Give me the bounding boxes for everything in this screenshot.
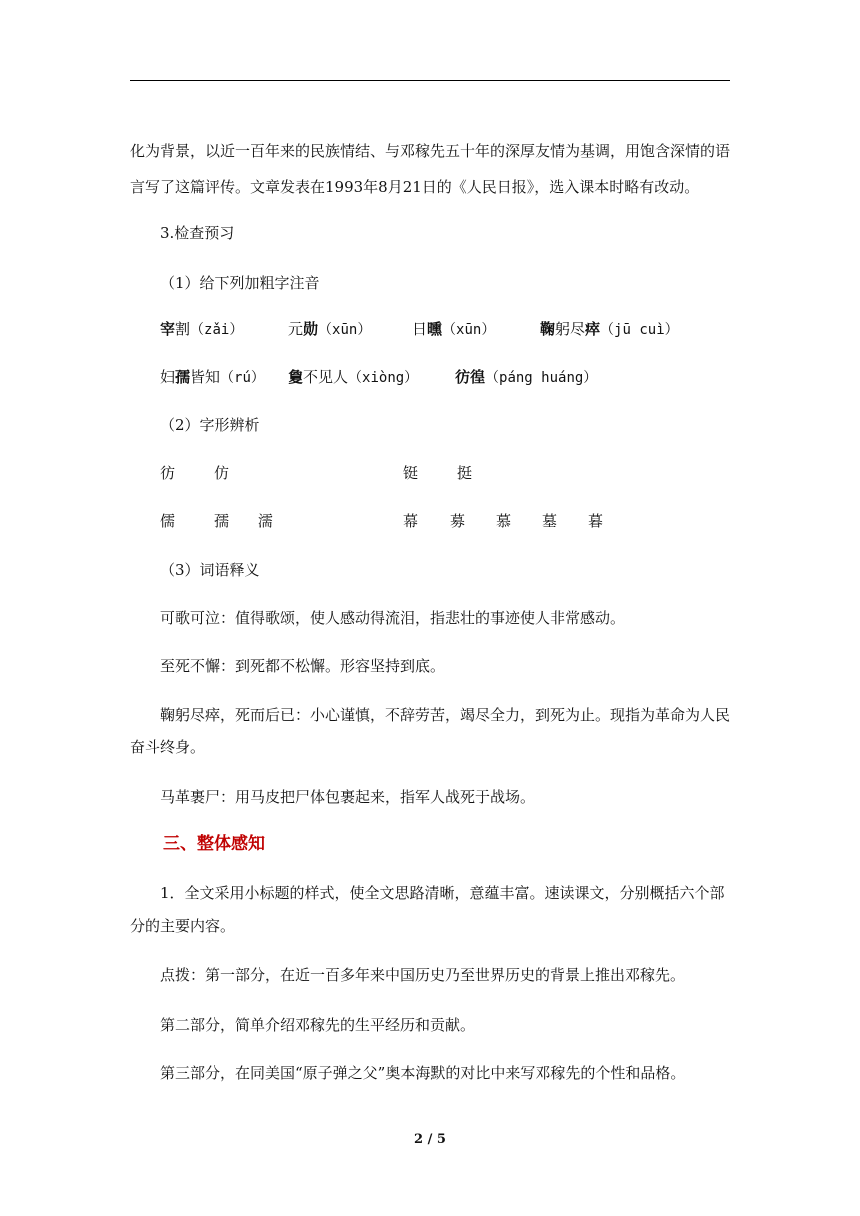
pinyin-item: 日曛（xūn） [412,320,496,338]
pinyin-item: 妇孺皆知（rú） [160,368,265,386]
hint-part-2: 第二部分，简单介绍邓稼先的生平经历和贡献。 [160,1016,476,1034]
definition-4: 马革裹尸：用马皮把尸体包裹起来，指军人战死于战场。 [160,788,536,806]
definition-3-line-2: 奋斗终身。 [130,738,206,756]
char-item: 慕 [496,512,512,530]
char-item: 彷 [160,464,176,482]
char-item: 孺 [214,512,230,530]
pinyin-item: 宰割（zǎi） [160,320,244,338]
hint-part-3: 第三部分，在同美国“原子弹之父”奥本海默的对比中来写邓稼先的个性和品格。 [160,1064,686,1082]
char-item: 挺 [457,464,473,482]
header-rule [130,80,730,81]
intro-line-2: 言写了这篇评传。文章发表在1993年8月21日的《人民日报》，选入课本时略有改动。 [130,178,700,196]
pinyin-item: 彷徨（páng huáng） [455,368,598,386]
char-item: 幕 [403,512,419,530]
char-item: 募 [450,512,466,530]
char-item: 墓 [542,512,558,530]
preview-sub3: （3）词语释义 [160,561,260,579]
pinyin-item: 元勋（xūn） [288,320,372,338]
section-heading-overall: 三、整体感知 [163,834,265,854]
question-1-line-1: 1．全文采用小标题的样式，使全文思路清晰，意蕴丰富。速读课文，分别概括六个部 [160,884,725,902]
definition-1: 可歌可泣：值得歌颂，使人感动得流泪，指悲壮的事迹使人非常感动。 [160,609,626,627]
preview-sub1: （1）给下列加粗字注音 [160,274,320,292]
definition-3-line-1: 鞠躬尽瘁，死而后已：小心谨慎，不辞劳苦，竭尽全力，到死为止。现指为革命为人民 [160,706,731,724]
intro-line-1: 化为背景，以近一百年来的民族情结、与邓稼先五十年的深厚友情为基调，用饱含深情的语 [130,142,731,160]
char-item: 仿 [214,464,230,482]
page-number: 2 / 5 [414,1132,446,1147]
pinyin-item: 敻不见人（xiòng） [288,368,419,386]
char-item: 儒 [160,512,176,530]
question-1-line-2: 分的主要内容。 [130,917,236,935]
char-item: 濡 [258,512,274,530]
pinyin-item: 鞠躬尽瘁（jū cuì） [540,320,679,338]
definition-2: 至死不懈：到死都不松懈。形容坚持到底。 [160,657,446,675]
hint-part-1: 点拨：第一部分，在近一百多年来中国历史乃至世界历史的背景上推出邓稼先。 [160,966,686,984]
char-item: 铤 [403,464,419,482]
preview-heading: 3.检查预习 [160,224,235,242]
preview-sub2: （2）字形辨析 [160,416,260,434]
char-item: 暮 [588,512,604,530]
